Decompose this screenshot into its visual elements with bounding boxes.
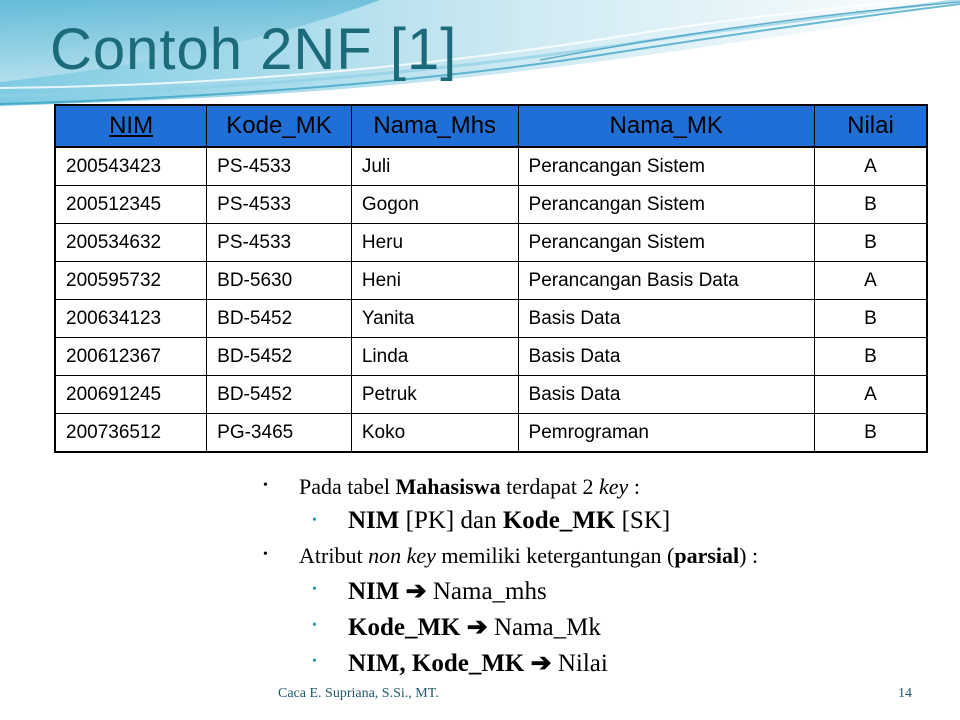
cell-nim: 200534632 [55, 224, 207, 262]
cell-nama-mk: Perancangan Sistem [518, 224, 814, 262]
cell-nama-mhs: Koko [351, 414, 518, 453]
cell-nama-mk: Basis Data [518, 338, 814, 376]
cell-nama-mhs: Petruk [351, 376, 518, 414]
cell-nilai: A [814, 262, 927, 300]
table-row [55, 376, 927, 414]
header-nim: NIM [55, 105, 207, 147]
table-header-row [55, 105, 927, 147]
cell-nama-mk: Perancangan Sistem [518, 147, 814, 186]
bullet-dot-icon: • [312, 618, 317, 633]
cell-nilai: A [814, 376, 927, 414]
slide-title: Contoh 2NF [1] [50, 17, 458, 82]
arrow-right-icon: ➔ [399, 578, 433, 605]
table-row [55, 338, 927, 376]
cell-nama-mk: Pemrograman [518, 414, 814, 453]
cell-nama-mk: Basis Data [518, 300, 814, 338]
bullet-item: • Atribut non key memiliki ketergantungan (parsial) : [263, 543, 759, 568]
cell-nama-mhs: Heru [351, 224, 518, 262]
cell-nim: 200595732 [55, 262, 207, 300]
bullet-subitem: • NIM, Kode_MK ➔ Nilai [312, 650, 608, 677]
table-row [55, 147, 927, 186]
cell-nim: 200634123 [55, 300, 207, 338]
header-nilai: Nilai [814, 105, 927, 147]
table-row [55, 224, 927, 262]
bullet-dot-icon: • [312, 654, 317, 669]
bullet-subitem: • Kode_MK ➔ Nama_Mk [312, 614, 601, 641]
cell-nama-mk: Perancangan Basis Data [518, 262, 814, 300]
header-nama-mk: Nama_MK [518, 105, 814, 147]
cell-kode-mk: BD-5452 [207, 300, 352, 338]
cell-nim: 200612367 [55, 338, 207, 376]
bullet-subitem: • NIM [PK] dan Kode_MK [SK] [312, 507, 671, 534]
bullet-dot-icon: • [312, 582, 317, 597]
cell-nilai: B [814, 300, 927, 338]
cell-kode-mk: PS-4533 [207, 147, 352, 186]
table-row [55, 262, 927, 300]
cell-nama-mhs: Linda [351, 338, 518, 376]
header-kode-mk: Kode_MK [207, 105, 352, 147]
cell-nilai: A [814, 147, 927, 186]
cell-kode-mk: BD-5630 [207, 262, 352, 300]
cell-nilai: B [814, 186, 927, 224]
cell-nama-mk: Perancangan Sistem [518, 186, 814, 224]
bullet-item: • Pada tabel Mahasiswa terdapat 2 key : [263, 474, 640, 499]
cell-nama-mhs: Juli [351, 147, 518, 186]
cell-nilai: B [814, 414, 927, 453]
bullet-dot-icon: • [263, 478, 268, 493]
footer-author: Caca E. Supriana, S.Si., MT. [278, 686, 439, 701]
page-number: 14 [898, 686, 912, 701]
table-row [55, 300, 927, 338]
bullet-dot-icon: • [312, 513, 317, 528]
cell-kode-mk: PG-3465 [207, 414, 352, 453]
cell-nilai: B [814, 338, 927, 376]
arrow-right-icon: ➔ [460, 614, 494, 641]
cell-nilai: B [814, 224, 927, 262]
mahasiswa-table [54, 104, 928, 453]
cell-nama-mhs: Heni [351, 262, 518, 300]
bullet-subitem: • NIM ➔ Nama_mhs [312, 578, 547, 605]
cell-kode-mk: PS-4533 [207, 186, 352, 224]
cell-kode-mk: BD-5452 [207, 376, 352, 414]
cell-kode-mk: BD-5452 [207, 338, 352, 376]
cell-nama-mk: Basis Data [518, 376, 814, 414]
table-row [55, 414, 927, 453]
arrow-right-icon: ➔ [524, 650, 558, 677]
cell-nama-mhs: Gogon [351, 186, 518, 224]
cell-kode-mk: PS-4533 [207, 224, 352, 262]
cell-nim: 200512345 [55, 186, 207, 224]
header-nama-mhs: Nama_Mhs [351, 105, 518, 147]
cell-nim: 200691245 [55, 376, 207, 414]
table-row [55, 186, 927, 224]
bullet-dot-icon: • [263, 547, 268, 562]
cell-nama-mhs: Yanita [351, 300, 518, 338]
cell-nim: 200543423 [55, 147, 207, 186]
cell-nim: 200736512 [55, 414, 207, 453]
